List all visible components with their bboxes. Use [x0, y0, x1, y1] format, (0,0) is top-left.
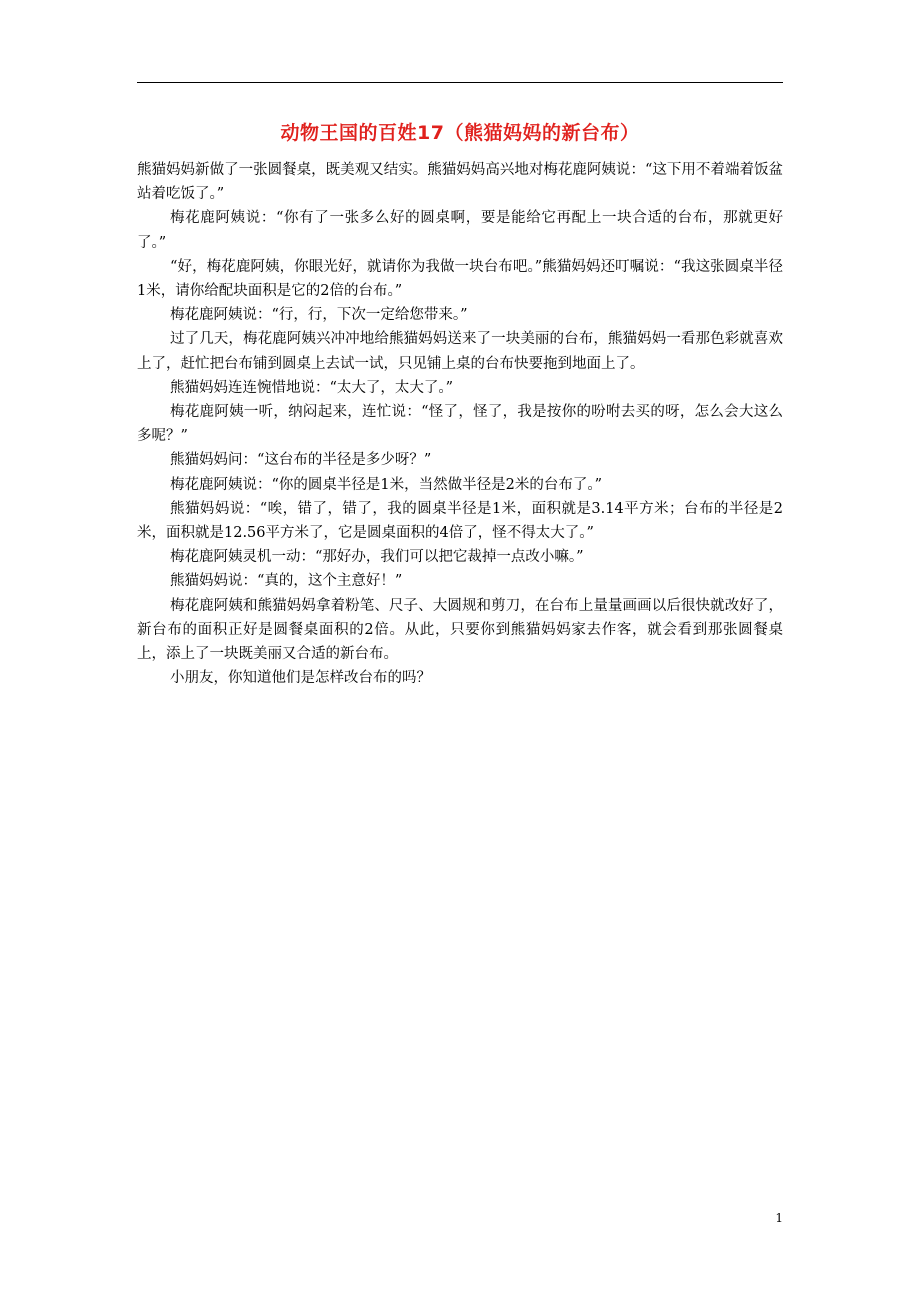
- paragraph-1: 熊猫妈妈新做了一张圆餐桌，既美观又结实。熊猫妈妈高兴地对梅花鹿阿姨说：“这下用不着端着饭盆站着吃饭了。”: [137, 162, 783, 203]
- paragraph-5: 过了几天，梅花鹿阿姨兴冲冲地给熊猫妈妈送来了一块美丽的台布，熊猫妈妈一看那色彩就喜欢上了，赶忙把台布铺到圆桌上去试一试，只见铺上桌的台布快要拖到地面上了。: [137, 331, 783, 372]
- document-body: [137, 158, 783, 690]
- paragraph-10: 熊猫妈妈说：“唉，错了，错了，我的圆桌半径是1米，面积就是3.14平方米；台布的半径是2米，面积就是12.56平方米了，它是圆桌面积的4倍了，怪不得太大了。”: [137, 500, 783, 542]
- paragraph-6: 熊猫妈妈连连惋惜地说：“太大了，太大了。”: [170, 379, 454, 396]
- paragraph-8: 熊猫妈妈问：“这台布的半径是多少呀？”: [170, 452, 432, 469]
- paragraph-2: 梅花鹿阿姨说：“你有了一张多么好的圆桌啊，要是能给它再配上一块合适的台布，那就更好了。”: [137, 210, 783, 251]
- paragraph-4: 梅花鹿阿姨说：“行，行，下次一定给您带来。”: [170, 307, 468, 324]
- page-number: 1: [775, 1211, 783, 1225]
- document-title: 动物王国的百姓17（熊猫妈妈的新台布）: [280, 122, 640, 144]
- header-rule: [137, 82, 783, 83]
- paragraph-7: 梅花鹿阿姨一听，纳闷起来，连忙说：“怪了，怪了，我是按你的吩咐去买的呀，怎么会大这么多呢？”: [137, 404, 783, 445]
- paragraph-11: 梅花鹿阿姨灵机一动：“那好办，我们可以把它裁掉一点改小嘛。”: [170, 549, 584, 566]
- paragraph-3: “好，梅花鹿阿姨，你眼光好，就请你为我做一块台布吧。”熊猫妈妈还叮嘱说：“我这张圆桌半径1米，请你给配块面积是它的2倍的台布。”: [137, 258, 783, 300]
- paragraph-9: 梅花鹿阿姨说：“你的圆桌半径是1米，当然做半径是2米的台布了。”: [170, 476, 603, 493]
- paragraph-14: 小朋友，你知道他们是怎样改台布的吗？: [170, 670, 431, 687]
- paragraph-13: 梅花鹿阿姨和熊猫妈妈拿着粉笔、尺子、大圆规和剪刀，在台布上量量画画以后很快就改好了，新台布的面积正好是圆餐桌面积的2倍。从此，只要你到熊猫妈妈家去作客，就会看到那张圆餐桌上，添上了一块既美丽又合适的新台布。: [137, 597, 783, 663]
- paragraph-12: 熊猫妈妈说：“真的，这个主意好！”: [170, 573, 403, 590]
